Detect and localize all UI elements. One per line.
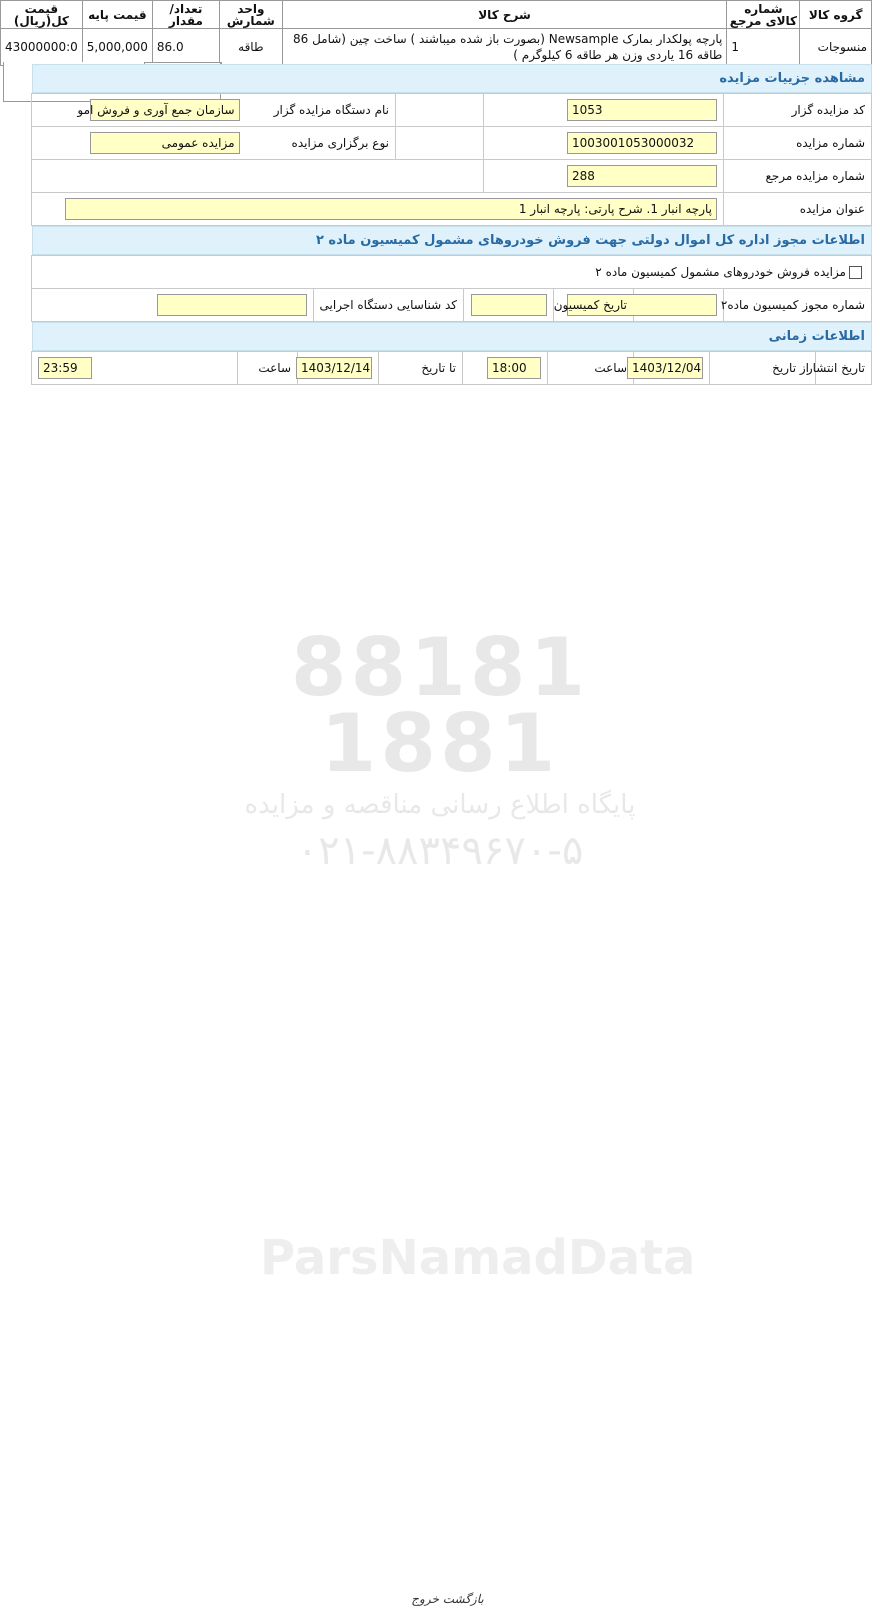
ref-no-field[interactable]: 288 <box>567 165 717 187</box>
back-link[interactable]: بازگشت <box>442 1592 484 1606</box>
exec-id-field[interactable] <box>157 294 307 316</box>
label-subject: عنوان مزایده <box>724 193 872 226</box>
label-type: نوع برگزاری مزایده <box>306 127 396 160</box>
label-auctioneer-code: کد مزایده گزار <box>724 94 872 127</box>
timing-table <box>31 351 872 385</box>
section-timing-title: اطلاعات زمانی <box>32 322 872 351</box>
label-ref-no: شماره مزایده مرجع <box>724 160 872 193</box>
device-name-field[interactable]: سازمان جمع آوری و فروش امو <box>90 99 240 121</box>
watermark-brand: ParsNamadData <box>260 1230 696 1286</box>
exit-link[interactable]: خروج <box>411 1592 439 1606</box>
label-publish: تاریخ انتشار <box>816 352 872 385</box>
label-device-name: نام دستگاه مزایده گزار <box>306 94 396 127</box>
publish-to-time-field[interactable]: 23:59 <box>38 357 92 379</box>
auction-no-field[interactable]: 1003001053000032 <box>567 132 717 154</box>
auctioneer-code-field[interactable]: 1053 <box>567 99 717 121</box>
watermark-text: پایگاه اطلاع رسانی مناقصه و مزایده <box>244 790 636 820</box>
publish-to-field[interactable]: 1403/12/14 <box>296 357 372 379</box>
item-table <box>0 0 872 66</box>
commission-date-field[interactable] <box>471 294 547 316</box>
watermark <box>180 621 700 950</box>
cell-desc: پارچه پولکدار بمارک Newsample (بصورت باز شده میباشند ) ساخت چین (شامل 86 طاقه 16 یاردی وزن هر طاقه 6 کیلوگرم ) <box>282 29 727 66</box>
section-permit-title: اطلاعات مجوز اداره کل اموال دولتی جهت فروش خودروهای مشمول کمیسیون ماده ۲ <box>32 226 872 255</box>
col-ref: شماره کالای مرجع <box>727 1 800 29</box>
label-from: از تاریخ <box>710 352 816 385</box>
permit-table <box>31 255 872 322</box>
col-group: گروه کالا <box>800 1 872 29</box>
cell-total: 43000000:0 <box>1 29 83 66</box>
commission-checkbox-label: مزایده فروش خودروهای مشمول کمیسیون ماده ۲ <box>595 265 846 279</box>
col-total: قیمت کل(ریال) <box>1 1 83 29</box>
label-permit-no: شماره مجوز کمیسیون ماده۲ <box>724 289 872 322</box>
footer-links <box>0 1592 895 1606</box>
subject-field[interactable]: پارچه انبار 1. شرح پارتی: پارچه انبار 1 <box>65 198 717 220</box>
auction-form <box>32 64 872 385</box>
label-time: ساعت <box>548 352 634 385</box>
cell-base: 5,000,000 <box>82 29 152 66</box>
watermark-phone: ۰۲۱-۸۸۳۴۹۶۷۰-۵ <box>296 828 584 874</box>
label-to: تا تاریخ <box>379 352 463 385</box>
commission-checkbox[interactable] <box>849 266 862 279</box>
cell-ref: 1 <box>727 29 800 66</box>
details-table <box>31 93 872 226</box>
table-row <box>1 29 872 66</box>
section-details-title: مشاهده جزییات مزایده <box>32 64 872 93</box>
col-desc: شرح کالا <box>282 1 727 29</box>
col-unit: واحد شمارش <box>220 1 283 29</box>
label-commission-date: تاریخ کمیسیون <box>554 289 634 322</box>
publish-time-field[interactable]: 18:00 <box>487 357 541 379</box>
label-auction-no: شماره مزایده <box>724 127 872 160</box>
publish-from-field[interactable]: 1403/12/04 <box>627 357 703 379</box>
cell-unit: طاقه <box>220 29 283 66</box>
col-base: قیمت پایه <box>82 1 152 29</box>
label-exec-id: کد شناسایی دستگاه اجرایی <box>314 289 464 322</box>
col-qty: تعداد/مقدار <box>152 1 219 29</box>
cell-group: منسوجات <box>800 29 872 66</box>
cell-qty: 86.0 <box>152 29 219 66</box>
watermark-number: 88181 1881 <box>290 621 590 790</box>
label-to-time: ساعت <box>238 352 298 385</box>
type-field[interactable]: مزایده عمومی <box>90 132 240 154</box>
